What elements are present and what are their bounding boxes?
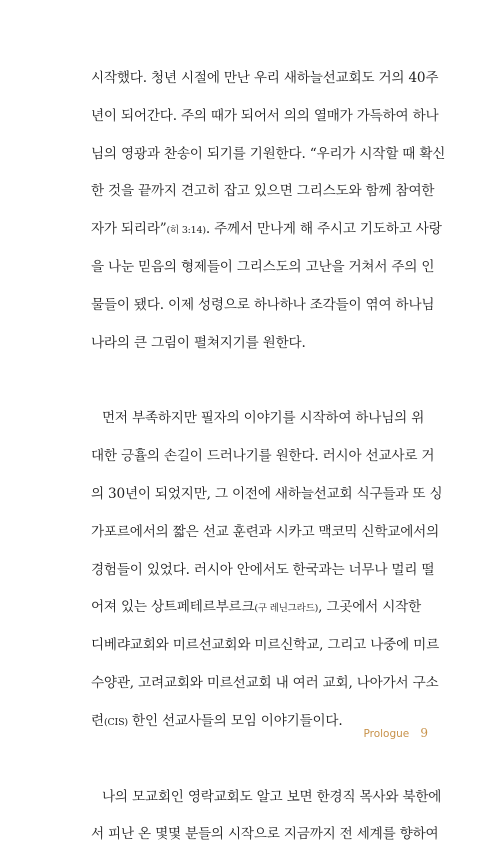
text-line: 시작했다. 청년 시절에 만난 우리 새하늘선교회도 거의 40주 (91, 70, 439, 86)
text-line: 수양관, 고려교회와 미르선교회 내 여러 교회, 나아가서 구소 (91, 674, 439, 691)
text-segment: , 그곳에서 시작한 (318, 599, 422, 616)
page-footer (0, 722, 428, 741)
text-line: 서 피난 온 몇몇 분들의 시작으로 지금까지 전 세계를 향하여 (91, 826, 439, 843)
text-line: 디베랴교회와 미르선교회와 미르신학교, 그리고 나중에 미르 (91, 637, 440, 654)
place-annotation: (구 레닌그라드) (254, 603, 319, 615)
text-line: 가포르에서의 짧은 선교 훈련과 시카고 맥코믹 신학교에서의 (91, 523, 440, 540)
text-line: 나의 모교회인 영락교회도 알고 보면 한경직 목사와 북한에 (102, 788, 442, 805)
text-segment: 어져 있는 상트페테르부르크 (91, 599, 255, 616)
text-line: 한 것을 끝까지 견고히 잡고 있으면 그리스도와 함께 참여한 (91, 183, 435, 200)
text-segment: 한인 선교사들의 모임 이야기들이다. (127, 712, 343, 729)
section-label: Prologue (363, 728, 410, 740)
text-line: 년이 되어간다. 주의 때가 되어서 의의 열매가 가득하여 하나 (91, 107, 439, 124)
paragraph-1 (91, 60, 446, 362)
text-line: 을 나눈 믿음의 형제들이 그리스도의 고난을 거쳐서 주의 인 (91, 258, 435, 275)
paragraph-3 (91, 779, 442, 854)
text-line: 먼저 부족하지만 필자의 이야기를 시작하여 하나님의 위 (102, 410, 425, 427)
text-segment: . 주께서 만나게 해 주시고 기도하고 사랑 (205, 221, 442, 238)
text-segment: 자가 되리라” (91, 221, 167, 238)
paragraph-gap (91, 741, 408, 779)
text-line: 님의 영광과 찬송이 되기를 기원한다. “우리가 시작할 때 확신 (91, 145, 446, 162)
paragraph-gap (91, 362, 408, 400)
text-line: 경험들이 있었다. 러시아 안에서도 한국과는 너무나 멀리 떨 (91, 561, 435, 578)
text-line: 대한 긍휼의 손길이 드러나기를 원한다. 러시아 선교사로 거 (91, 448, 435, 465)
paragraph-2 (91, 400, 443, 740)
page-number: 9 (420, 726, 428, 740)
text-segment: 련 (91, 712, 104, 729)
text-line (91, 589, 422, 627)
text-line (91, 211, 442, 249)
abbreviation-annotation: (CIS) (103, 716, 128, 728)
text-line: 의 30년이 되었지만, 그 이전에 새하늘선교회 식구들과 또 싱 (91, 485, 443, 502)
scripture-reference: (히 3:14) (166, 225, 206, 237)
text-line: 물들이 됐다. 이제 성령으로 하나하나 조각들이 엮여 하나님 (91, 296, 435, 313)
text-line: 나라의 큰 그림이 펼쳐지기를 원한다. (91, 334, 306, 351)
